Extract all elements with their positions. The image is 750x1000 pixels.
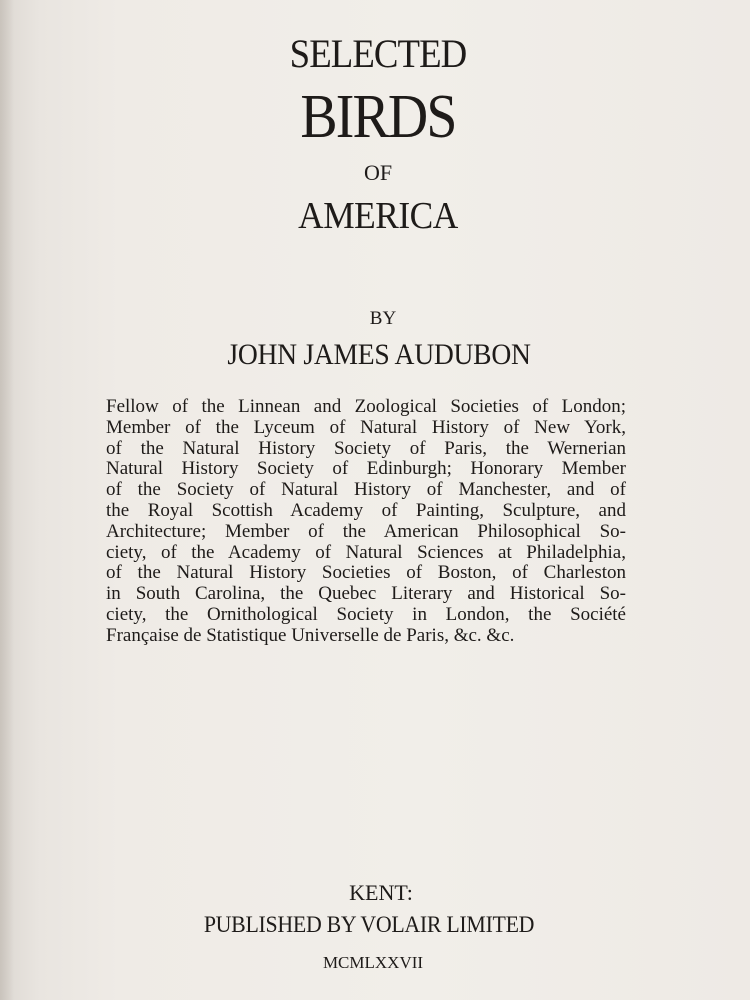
title-line-america: AMERICA (298, 195, 458, 237)
author-name: JOHN JAMES AUDUBON (227, 338, 531, 371)
credentials-line: Natural History Society of Edinburgh; Honorary Member (106, 458, 626, 480)
byline-by: BY (369, 308, 397, 329)
title-line-birds: BIRDS (300, 83, 456, 151)
credentials-line: the Royal Scottish Academy of Painting, Sculpture, and (106, 499, 626, 521)
credentials-line: of the Natural History Society of Paris, the Wernerian (106, 437, 626, 459)
credentials-line: ciety, the Ornithological Society in London, the Société (106, 603, 626, 625)
credentials-line: Architecture; Member of the American Philosophical So- (106, 520, 626, 542)
title-line-selected: SELECTED (289, 31, 467, 76)
imprint-year: MCMLXXVII (322, 953, 424, 972)
author-credentials (106, 397, 636, 647)
credentials-line: Française de Statistique Universelle de Paris, &c. &c. (106, 624, 515, 646)
imprint-place: KENT: (349, 880, 413, 905)
imprint-publisher: PUBLISHED BY VOLAIR LIMITED (203, 912, 535, 937)
credentials-line: of the Society of Natural History of Manchester, and of (106, 479, 626, 501)
credentials-line: in South Carolina, the Quebec Literary and Historical So- (106, 583, 626, 605)
spine-shadow (0, 0, 14, 1000)
credentials-line: Member of the Lyceum of Natural History of New York, (106, 416, 626, 438)
credentials-line: of the Natural History Societies of Boston, of Charleston (106, 562, 626, 584)
title-line-of: OF (363, 160, 393, 185)
credentials-line: ciety, of the Academy of Natural Sciences at Philadelphia, (106, 541, 626, 563)
credentials-line: Fellow of the Linnean and Zoological Societies of London; (106, 396, 626, 417)
